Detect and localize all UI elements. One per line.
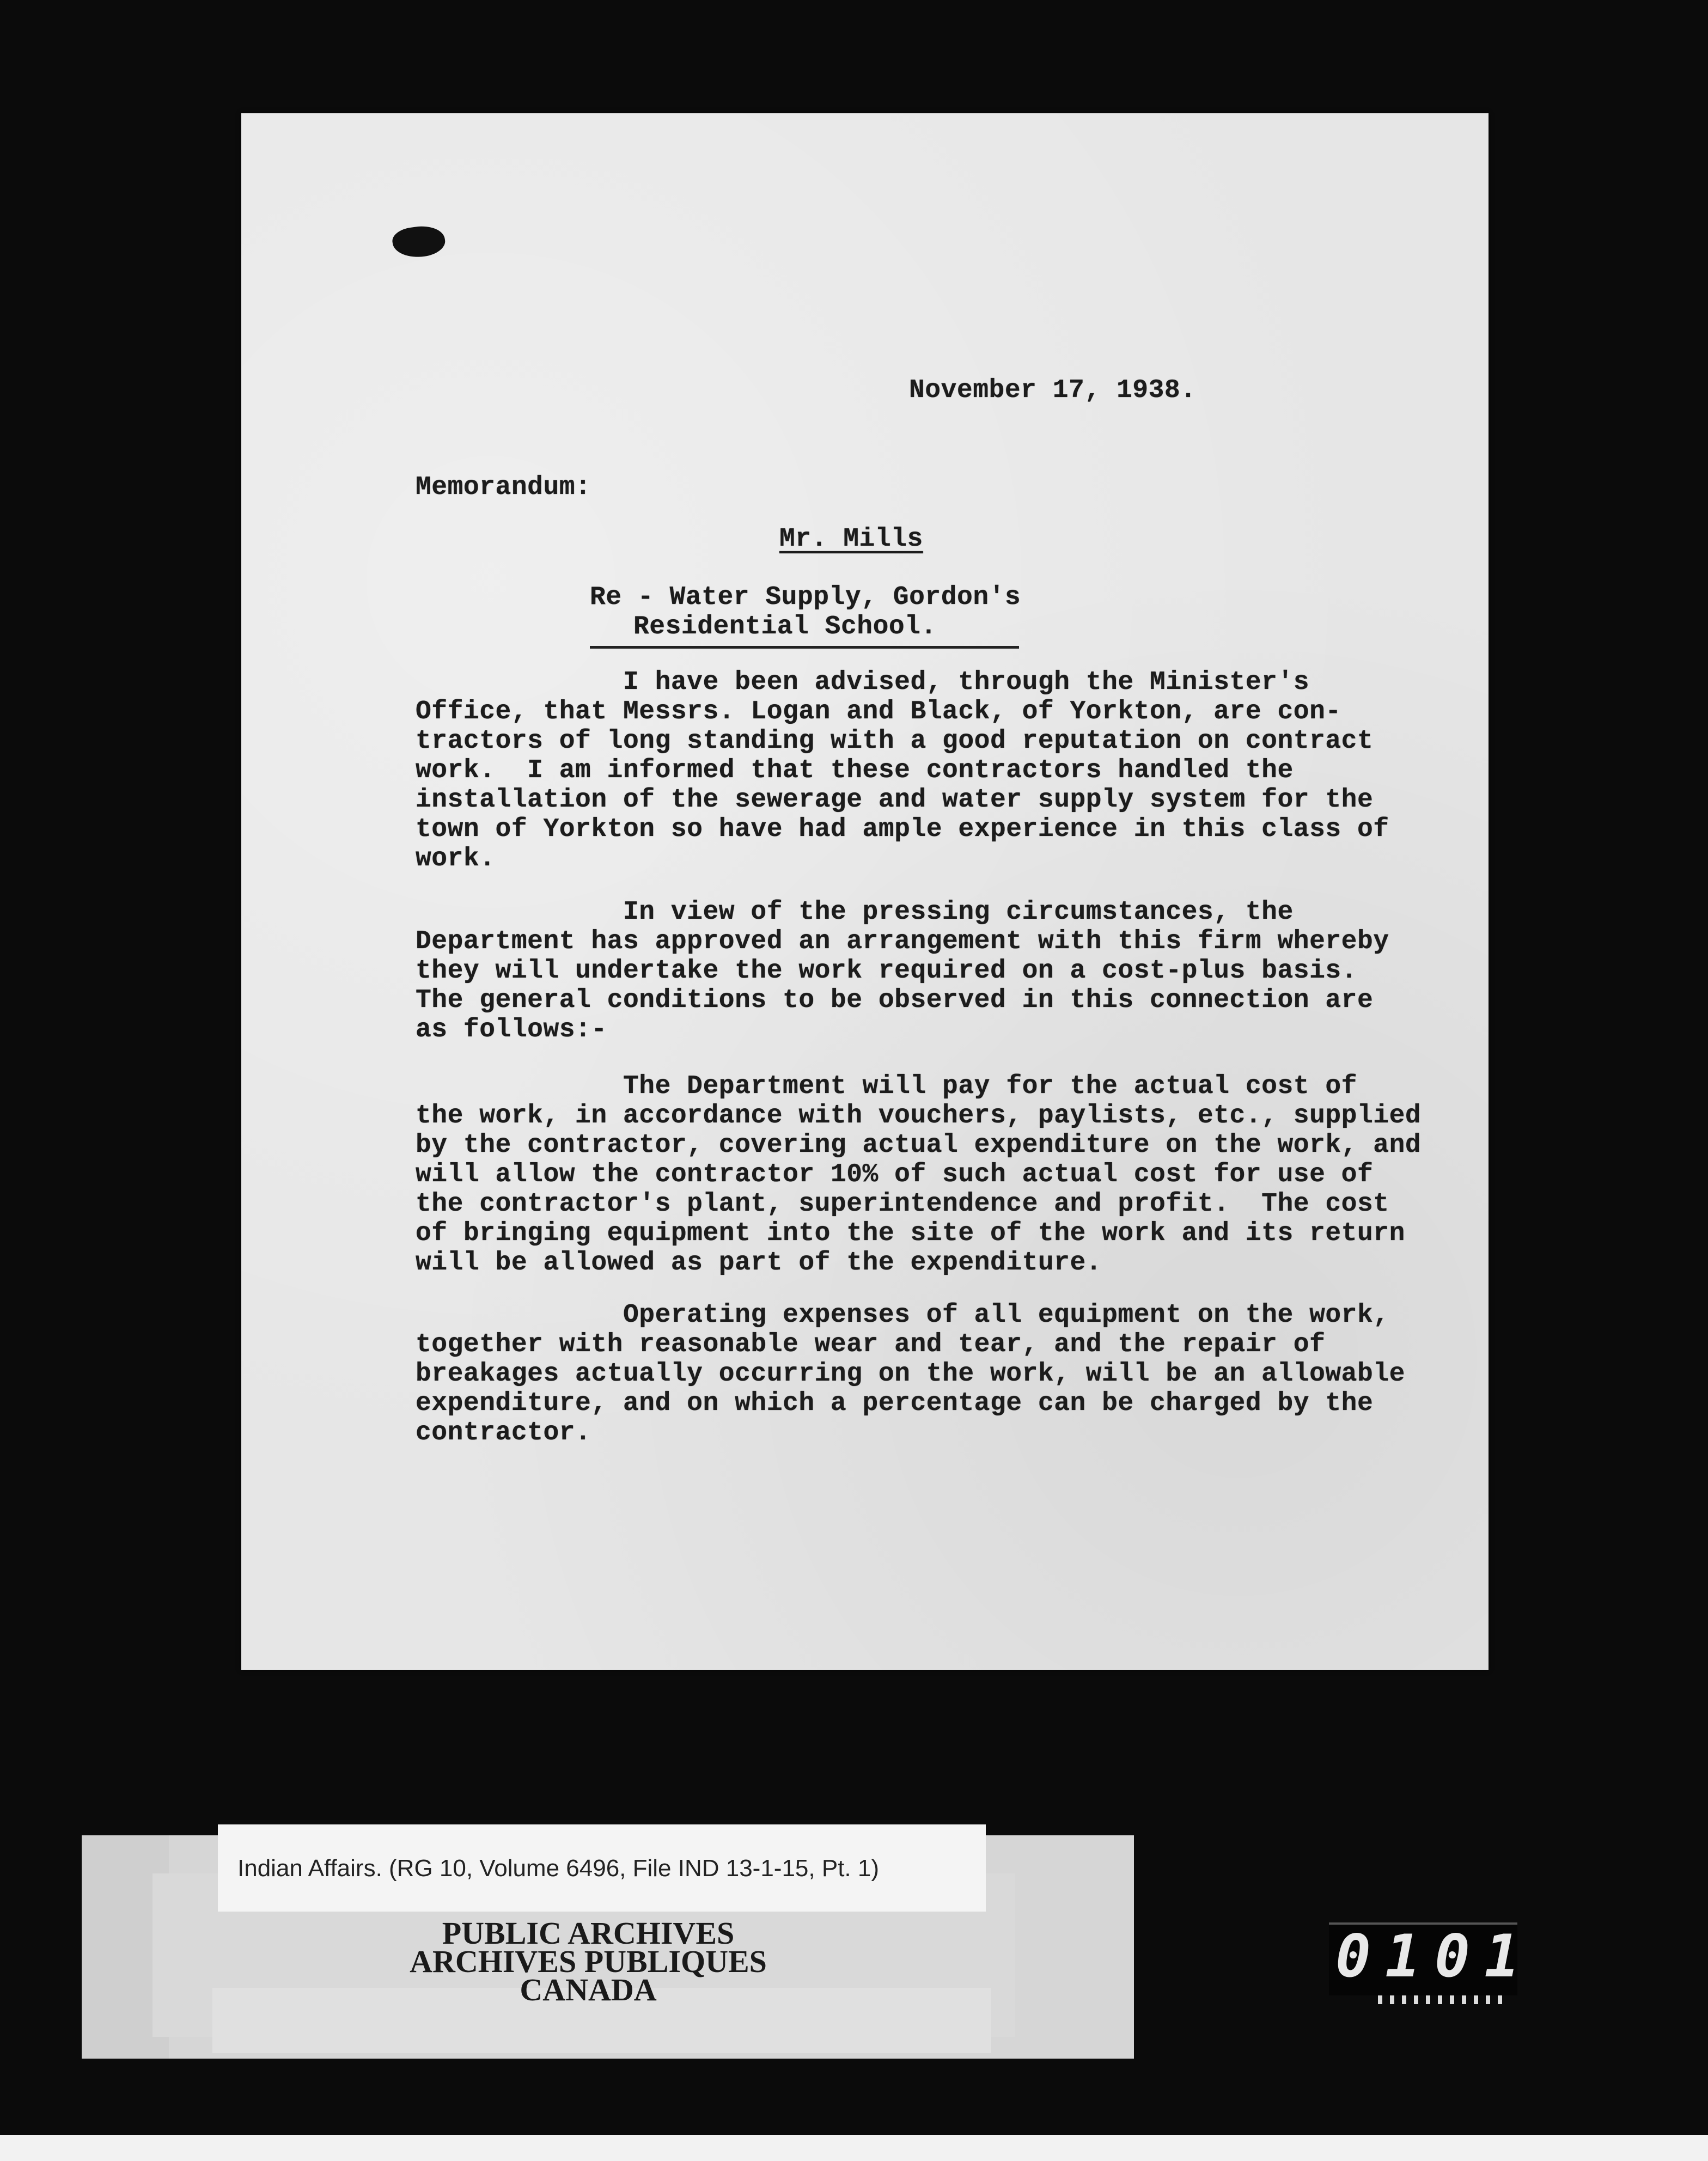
memo-addressee: Mr. Mills — [779, 524, 923, 554]
memo-subject — [590, 583, 1021, 642]
subject-line-2: Residential School. — [633, 612, 937, 642]
paragraph-3: The Department will pay for the actual cost of the work, in accordance with vouchers, paylists, etc., supplied by the contractor, covering actual expenditure on the work, and will allow the contractor 10% of such actual cost for use of the contractor's plant, superintendence and profit. The cost of bringing equipment into the site of the work and its return will be allowed as part of the expenditure. — [416, 1072, 1422, 1278]
subject-underline — [590, 646, 1019, 649]
film-edge — [0, 2135, 1708, 2161]
archive-line-3: CANADA — [520, 1972, 657, 2007]
archive-line-1: PUBLIC ARCHIVES — [442, 1915, 735, 1951]
archive-line-2: ARCHIVES PUBLIQUES — [410, 1944, 767, 1979]
punch-hole — [391, 223, 447, 261]
frame-counter-ticks — [1378, 1995, 1503, 2004]
archive-reference: Indian Affairs. (RG 10, Volume 6496, File IND 13-1-15, Pt. 1) — [237, 1855, 879, 1882]
subject-line-1: Re - Water Supply, Gordon's — [590, 583, 1021, 612]
frame-number: 0101 — [1335, 1922, 1534, 1991]
paragraph-1: I have been advised, through the Minister's Office, that Messrs. Logan and Black, of Yorkton, are con- tractors of long standing with a good reputation on contract work. I am informed that these contractors handled the installation of the sewerage and water supply system for the town of Yorkton so have had ample experience in this class of work. — [416, 668, 1389, 874]
paragraph-4: Operating expenses of all equipment on the work, together with reasonable wear and tear, and the repair of breakages actually occurring on the work, will be an allowable expenditure, and on which a percentage can be charged by the contractor. — [416, 1301, 1405, 1448]
memo-salutation: Memorandum: — [416, 473, 591, 502]
archive-stamp — [283, 1915, 893, 2007]
memo-page — [241, 113, 1489, 1670]
memo-date: November 17, 1938. — [909, 376, 1197, 405]
paragraph-2: In view of the pressing circumstances, the Department has approved an arrangement with this firm whereby they will undertake the work required on a cost-plus basis. The general conditions to be observed in this connection are as follows:- — [416, 898, 1389, 1045]
